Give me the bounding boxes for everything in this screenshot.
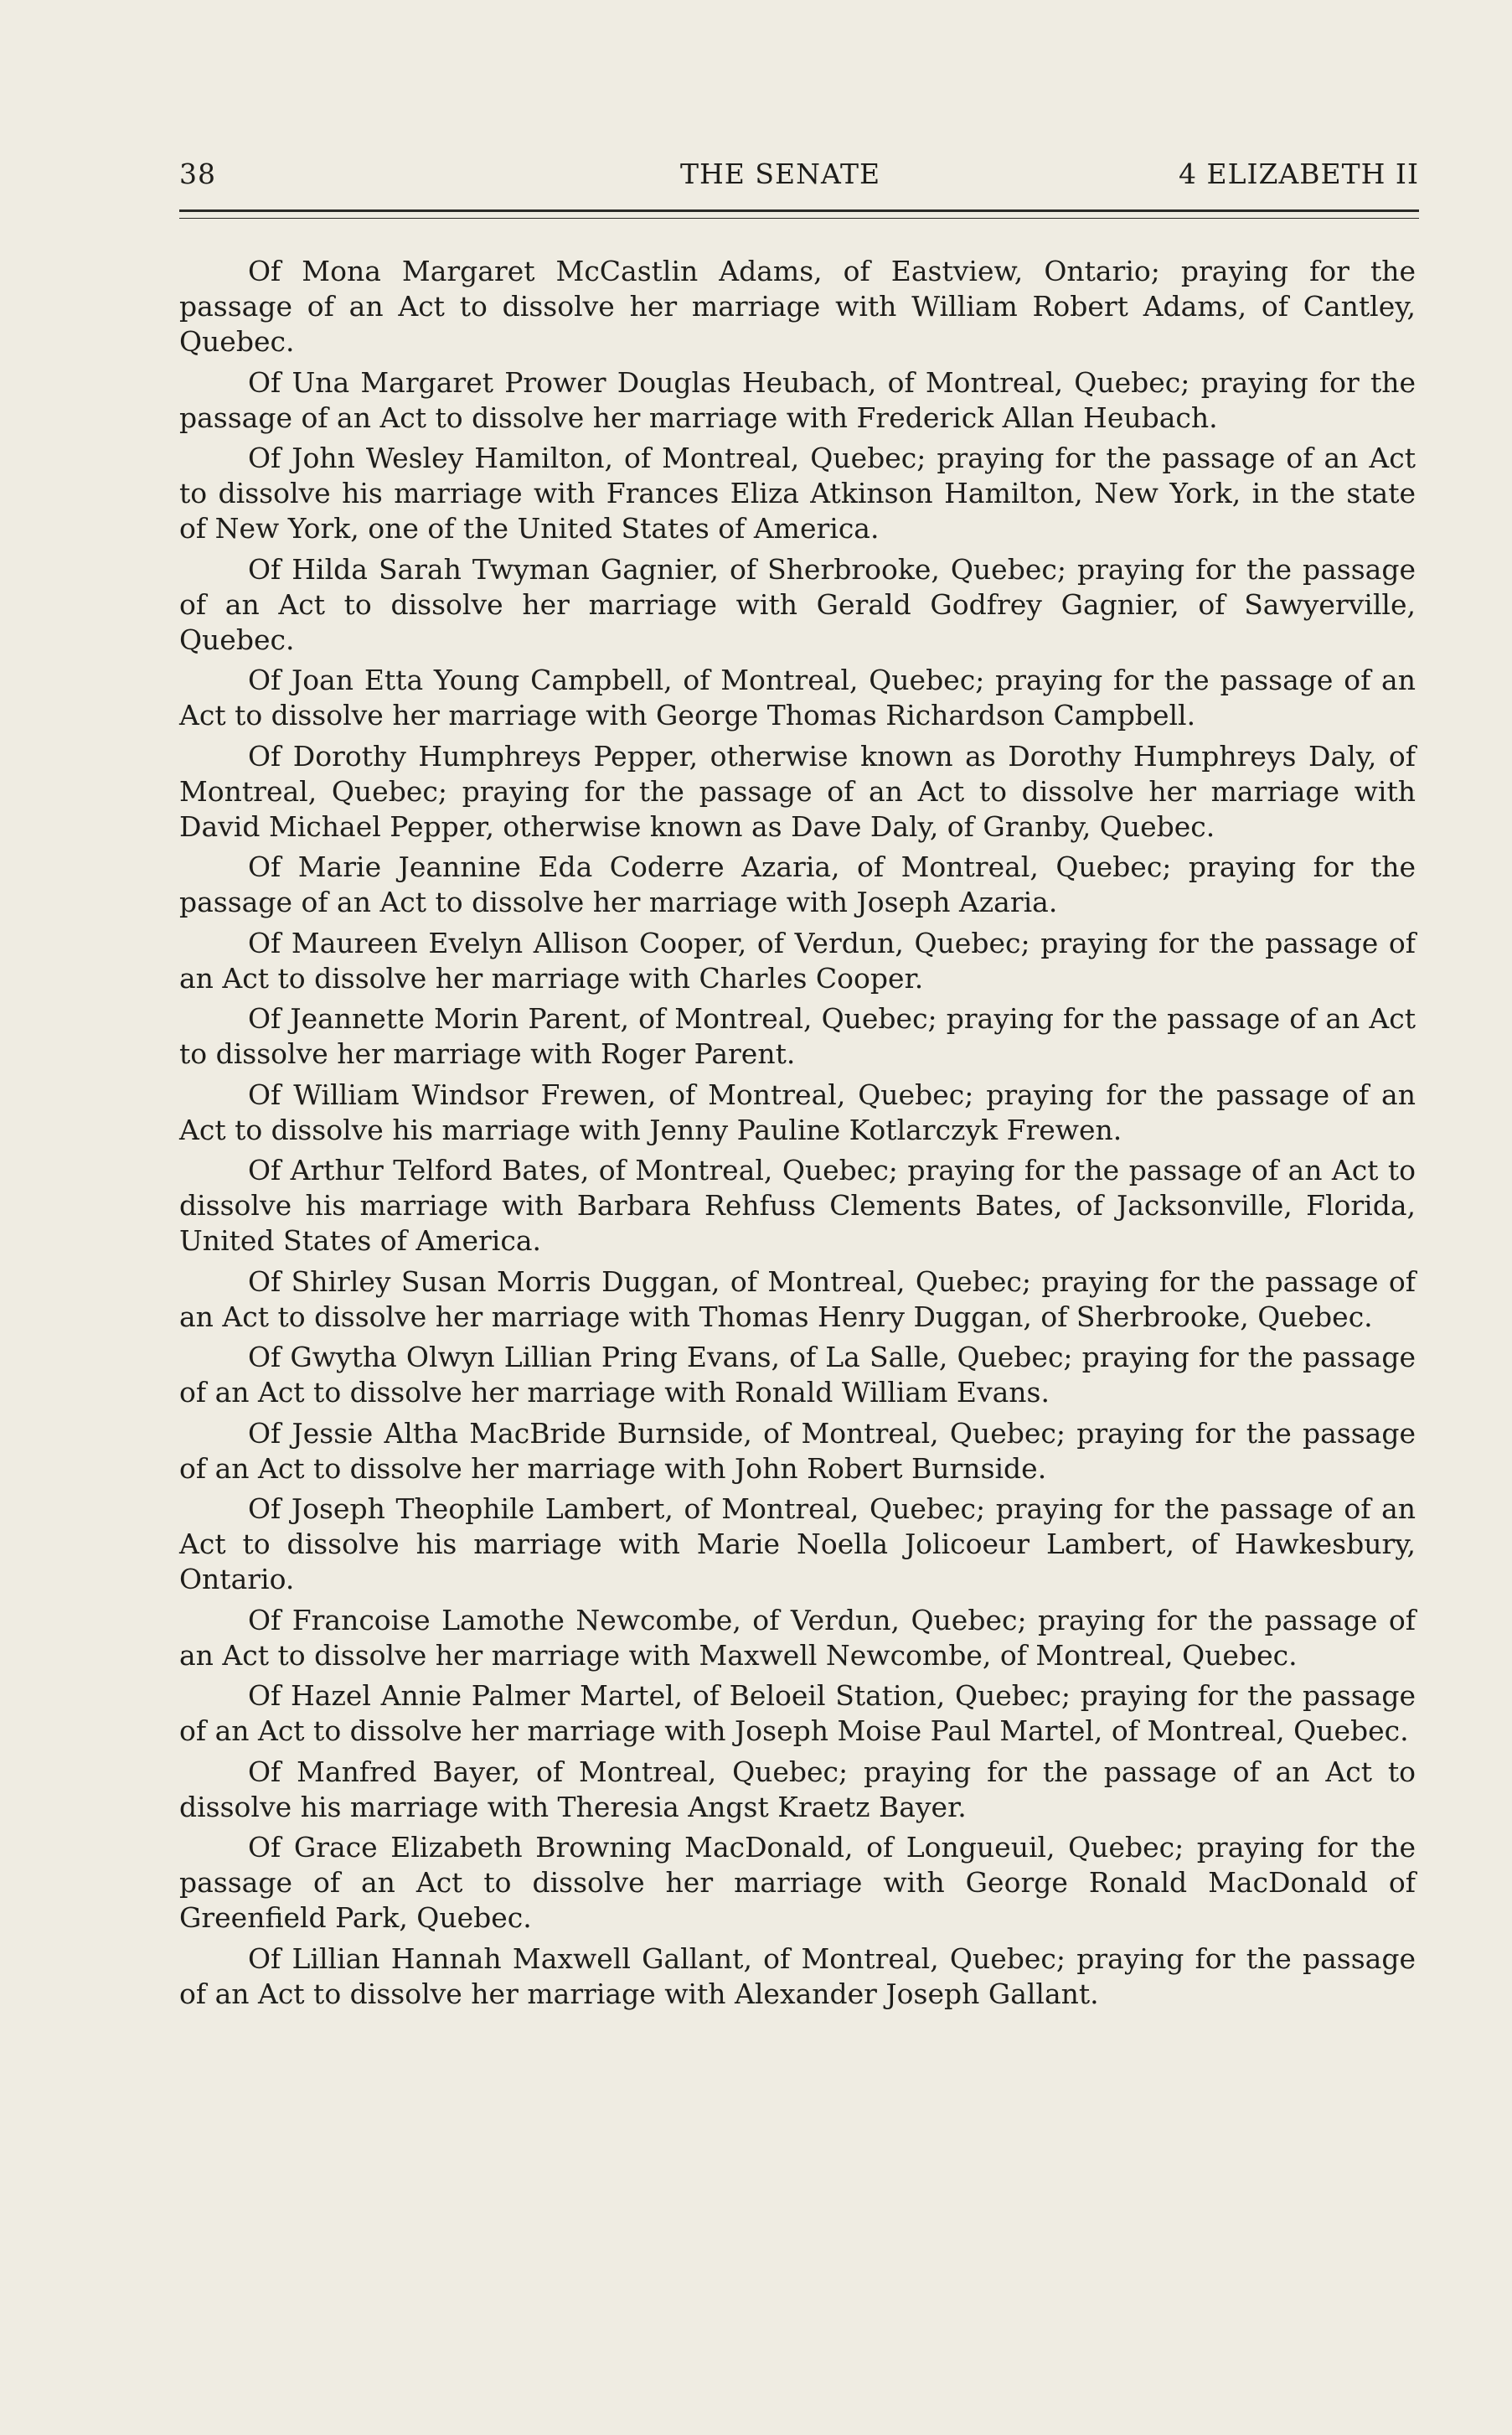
petition-paragraph: Of Lillian Hannah Maxwell Gallant, of Montreal, Quebec; praying for the passage of an Act to dissolve her marriage with Alexander Joseph Gallant. <box>179 1941 1416 2010</box>
petition-paragraph: Of Hilda Sarah Twyman Gagnier, of Sherbrooke, Quebec; praying for the passage of an Act to dissolve her marriage with Gerald Godfrey Gagnier, of Sawyerville, Quebec. <box>179 552 1416 656</box>
petition-paragraph: Of Marie Jeannine Eda Coderre Azaria, of Montreal, Quebec; praying for the passage of an Act to dissolve her marriage with Joseph Azaria. <box>179 850 1416 918</box>
header-rule-thin <box>179 218 1419 219</box>
petition-paragraph: Of Arthur Telford Bates, of Montreal, Quebec; praying for the passage of an Act to dissolve his marriage with Barbara Rehfuss Clements Bates, of Jacksonville, Florida, United States of America. <box>179 1154 1416 1257</box>
petition-paragraph: Of Gwytha Olwyn Lillian Pring Evans, of La Salle, Quebec; praying for the passage of an Act to dissolve her marriage with Ronald William Evans. <box>179 1341 1416 1409</box>
petition-paragraph: Of William Windsor Frewen, of Montreal, Quebec; praying for the passage of an Act to dissolve his marriage with Jenny Pauline Kotlarczyk Frewen. <box>179 1078 1416 1146</box>
running-title: THE SENATE <box>680 158 881 190</box>
petition-paragraph: Of Maureen Evelyn Allison Cooper, of Verdun, Quebec; praying for the passage of an Act to dissolve her marriage with Charles Cooper. <box>179 926 1416 995</box>
petition-paragraph: Of Francoise Lamothe Newcombe, of Verdun, Quebec; praying for the passage of an Act to dissolve her marriage with Maxwell Newcombe, of Montreal, Quebec. <box>179 1603 1416 1672</box>
petition-paragraph: Of Dorothy Humphreys Pepper, otherwise known as Dorothy Humphreys Daly, of Montreal, Quebec; praying for the passage of an Act to dissolve her marriage with David Michael Pepper, otherwise known as Dave Daly, of Granby, Quebec. <box>179 739 1416 843</box>
petition-paragraph: Of Jeannette Morin Parent, of Montreal, Quebec; praying for the passage of an Act to dissolve her marriage with Roger Parent. <box>179 1002 1416 1070</box>
petition-paragraph: Of Joan Etta Young Campbell, of Montreal, Quebec; praying for the passage of an Act to dissolve her marriage with George Thomas Richardson Campbell. <box>179 664 1416 732</box>
page-header <box>179 158 1419 199</box>
session-label: 4 ELIZABETH II <box>1179 158 1419 190</box>
petition-paragraph: Of Grace Elizabeth Browning MacDonald, of Longueuil, Quebec; praying for the passage of an Act to dissolve her marriage with George Ronald MacDonald of Greenfield Park, Quebec. <box>179 1831 1416 1934</box>
petition-paragraph: Of Jessie Altha MacBride Burnside, of Montreal, Quebec; praying for the passage of an Act to dissolve her marriage with John Robert Burnside. <box>179 1416 1416 1485</box>
petition-paragraph: Of Hazel Annie Palmer Martel, of Beloeil Station, Quebec; praying for the passage of an Act to dissolve her marriage with Joseph Moise Paul Martel, of Montreal, Quebec. <box>179 1679 1416 1747</box>
header-rule-thick <box>179 209 1419 212</box>
petition-paragraph: Of Manfred Bayer, of Montreal, Quebec; praying for the passage of an Act to dissolve his marriage with Theresia Angst Kraetz Bayer. <box>179 1755 1416 1823</box>
page-number: 38 <box>179 158 216 190</box>
petition-paragraph: Of Joseph Theophile Lambert, of Montreal, Quebec; praying for the passage of an Act to dissolve his marriage with Marie Noella Jolicoeur Lambert, of Hawkesbury, Ontario. <box>179 1492 1416 1595</box>
petition-paragraph: Of Shirley Susan Morris Duggan, of Montreal, Quebec; praying for the passage of an Act to dissolve her marriage with Thomas Henry Duggan, of Sherbrooke, Quebec. <box>179 1264 1416 1333</box>
petition-paragraph: Of Una Margaret Prower Douglas Heubach, of Montreal, Quebec; praying for the passage of an Act to dissolve her marriage with Frederick Allan Heubach. <box>179 365 1416 434</box>
petition-paragraph: Of Mona Margaret McCastlin Adams, of Eastview, Ontario; praying for the passage of an Act to dissolve her marriage with William Robert Adams, of Cantley, Quebec. <box>179 255 1416 358</box>
petition-list <box>179 254 1416 2017</box>
petition-paragraph: Of John Wesley Hamilton, of Montreal, Quebec; praying for the passage of an Act to dissolve his marriage with Frances Eliza Atkinson Hamilton, New York, in the state of New York, one of the United States of America. <box>179 442 1416 545</box>
